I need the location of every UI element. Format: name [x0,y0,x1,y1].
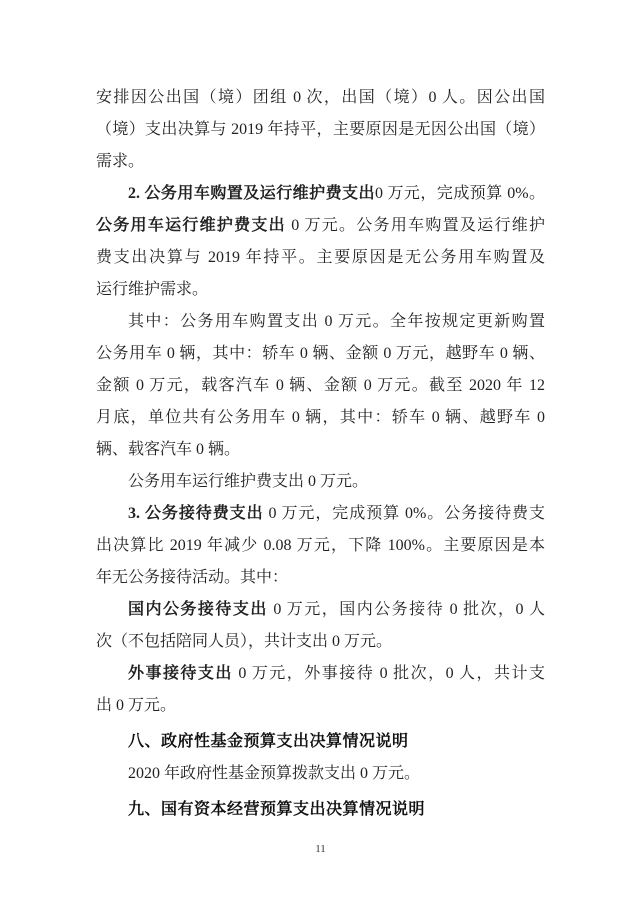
section-heading [96,794,545,826]
text-segment: 0 万元，外事接待 0 批次，0 人，共计支 [232,665,545,682]
text-segment: 金额 0 万元，载客汽车 0 辆、金额 0 万元。截至 2020 年 12 [96,377,545,394]
text-segment: 安排因公出国（境）团组 0 次，出国（境）0 人。因公出国 [96,89,545,106]
bold-text-segment: 八、政府性基金预算支出决算情况说明 [128,733,409,750]
text-line [96,82,545,114]
text-line [96,594,545,626]
text-segment: 出决算比 2019 年减少 0.08 万元，下降 100%。主要原因是本 [96,537,545,554]
text-segment: 年无公务接待活动。其中： [96,569,289,586]
text-line [96,338,545,370]
text-segment: 公务用车运行维护费支出 0 万元。 [128,473,369,490]
text-segment: 出 0 万元。 [96,697,177,714]
text-line [96,146,545,178]
text-line [96,498,545,530]
text-line [96,758,545,790]
page-number: 11 [315,843,326,855]
text-line [96,530,545,562]
bold-text-segment: 九、国有资本经营预算支出决算情况说明 [128,801,426,818]
text-segment: 月底，单位共有公务用车 0 辆，其中：轿车 0 辆、越野车 0 [96,409,545,426]
text-segment: 公务用车 0 辆，其中：轿车 0 辆、金额 0 万元，越野车 0 辆、 [96,345,545,362]
text-segment: 2020 年政府性基金预算拨款支出 0 万元。 [128,765,421,782]
text-segment: 0 万元，完成预算 0%。公务接待费支 [263,505,545,522]
text-segment: 0 万元，国内公务接待 0 批次，0 人 [267,601,545,618]
text-segment: 次（不包括陪同人员），共计支出 0 万元。 [96,633,393,650]
text-line [96,178,545,210]
text-line [96,562,545,594]
section-heading [96,726,545,758]
text-segment: 需求。 [96,153,145,170]
bold-text-segment: 国内公务接待支出 [128,601,268,618]
text-line [96,658,545,690]
text-segment: 费支出决算与 2019 年持平。主要原因是无公务用车购置及 [96,249,545,266]
text-line [96,370,545,402]
text-segment: 其中：公务用车购置支出 0 万元。全年按规定更新购置 [128,313,545,330]
bold-text-segment: 外事接待支出 [128,665,233,682]
text-segment: （境）支出决算与 2019 年持平，主要原因是无因公出国（境） [96,121,545,138]
text-segment: 0 万元，完成预算 0%。 [375,185,545,202]
bold-text-segment: 公务用车运行维护费支出 [96,217,286,234]
text-segment: 运行维护需求。 [96,281,209,298]
bold-text-segment: 2. 公务用车购置及运行维护费支出 [128,185,375,202]
bold-text-segment: 3. 公务接待费支出 [128,505,264,522]
text-line [96,114,545,146]
text-line [96,466,545,498]
text-line [96,434,545,466]
text-line [96,402,545,434]
text-line [96,306,545,338]
text-line [96,690,545,722]
text-line [96,274,545,306]
text-segment: 辆、载客汽车 0 辆。 [96,441,241,458]
text-line [96,210,545,242]
text-line [96,626,545,658]
text-line [96,242,545,274]
text-segment: 0 万元。公务用车购置及运行维护 [285,217,545,234]
document-body [96,82,545,826]
